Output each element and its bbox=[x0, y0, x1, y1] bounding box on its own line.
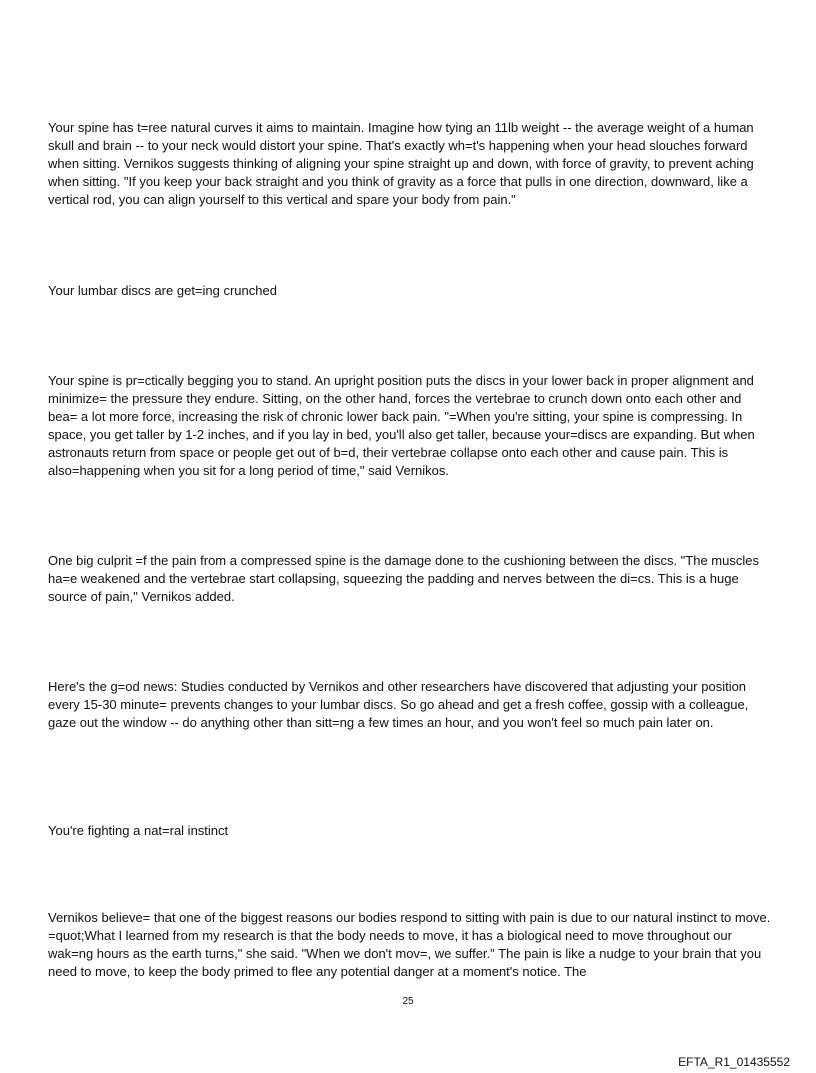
heading-natural-instinct: You're fighting a nat=ral instinct bbox=[48, 823, 229, 838]
paragraph-stand-upright: Your spine is pr=ctically begging you to stand. An upright position puts the discs in your lower back in proper alignment and minimize= the pressure they endure. Sitting, on the other hand, forces the vertebrae to crunch down onto each other and bea= a lot more force, increasing the risk of chronic lower back pain. "=When you're sitting, your spine is compressing. In space, you get taller by 1-2 inches, and if you lay in bed, you'll also get taller, because your=discs are expanding. But when astronauts return from space or people get out of b=d, their vertebrae collapse onto each other and cause pain. This is also=happening when you sit for a long period of time," said Vernikos. bbox=[48, 373, 755, 478]
paragraph-spine-curves: Your spine has t=ree natural curves it aims to maintain. Imagine how tying an 11lb weight -- the average weight of a human skull and brain -- to your neck would distort your spine. That's exactly wh=t's happening when your head slouches forward when sitting. Vernikos suggests thinking of aligning your spine straight up and down, with force of gravity, to prevent aching when sitting. "If you keep your back straight and you think of gravity as a force that pulls in one direction, downward, like a vertical rod, you can align yourself to this vertical and spare your body from pain." bbox=[48, 120, 754, 207]
paragraph-need-to-move: Vernikos believe= that one of the biggest reasons our bodies respond to sitting with pain is due to our natural instinct to move. =quot;What I learned from my research is that the body needs to move, it has a biological need to move throughout our wak=ng hours as the earth turns," she said. "When we don't mov=, we suffer." The pain is like a nudge to your brain that you need to move, to keep the body primed to flee any potential danger at a moment's notice. The bbox=[48, 910, 771, 979]
document-id: EFTA_R1_01435552 bbox=[678, 1055, 790, 1069]
paragraph-good-news: Here's the g=od news: Studies conducted by Vernikos and other researchers have discovered that adjusting your position every 15-30 minute= prevents changes to your lumbar discs. So go ahead and get a fresh coffee, gossip with a colleague, gaze out the window -- do anything other than sitt=ng a few times an hour, and you won't feel so much pain later on. bbox=[48, 679, 749, 730]
heading-lumbar-discs: Your lumbar discs are get=ing crunched bbox=[48, 283, 277, 298]
paragraph-compressed-spine: One big culprit =f the pain from a compressed spine is the damage done to the cushioning between the discs. "The muscles ha=e weakened and the vertebrae start collapsing, squeezing the padding and nerves between the di=cs. This is a huge source of pain," Vernikos added. bbox=[48, 553, 759, 604]
page-number: 25 bbox=[402, 996, 414, 1007]
